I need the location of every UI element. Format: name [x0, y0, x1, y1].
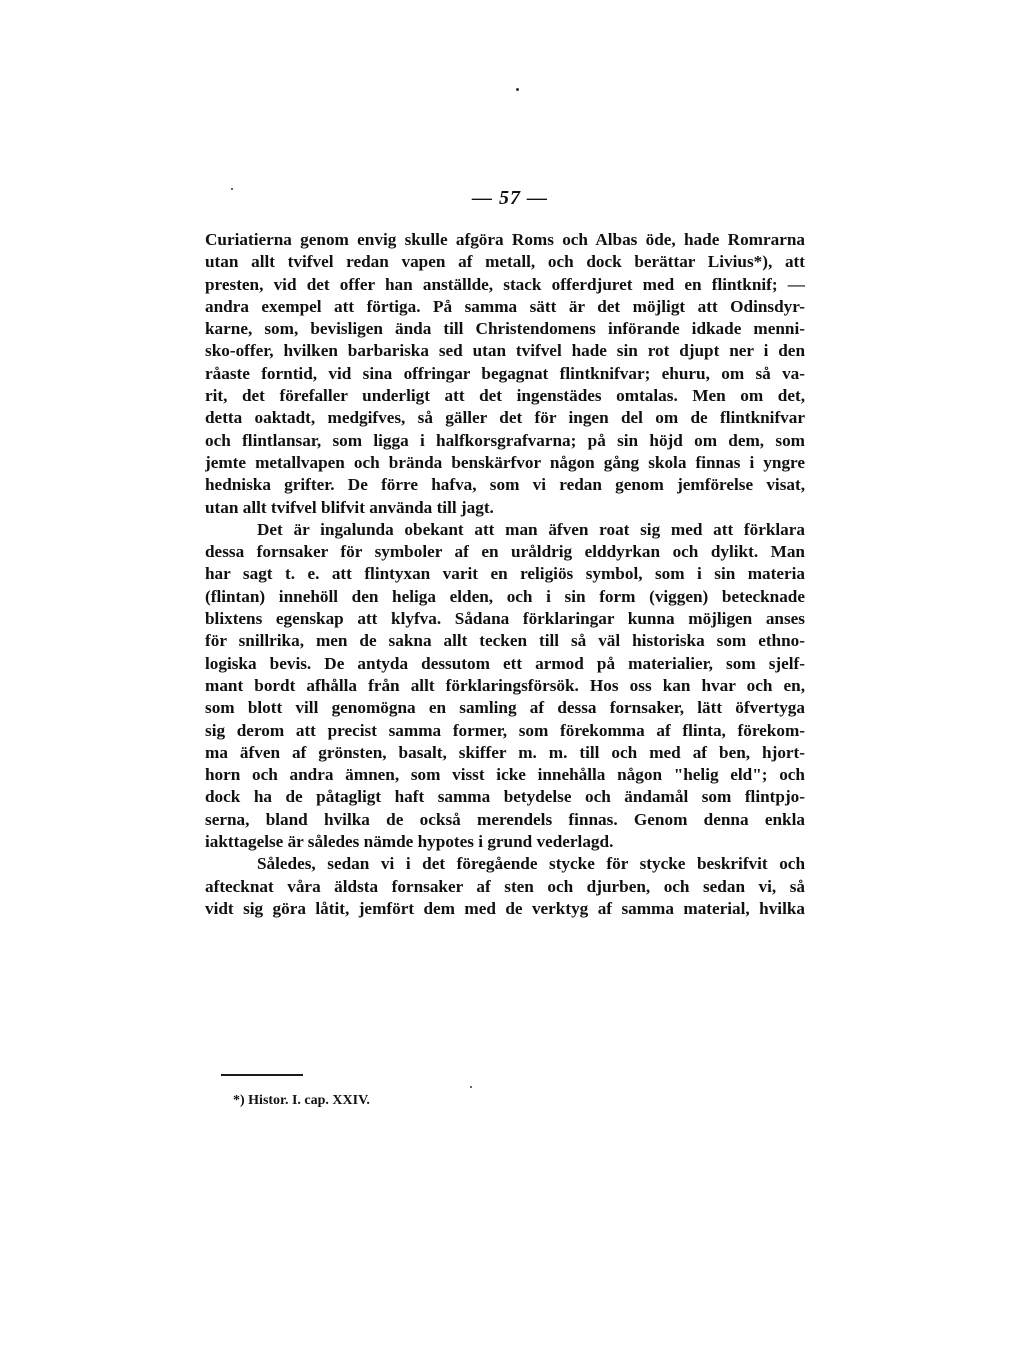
text-line: horn och andra ämnen, som visst icke innehålla någon "helig eld"; och [205, 765, 805, 785]
text-line: vidt sig göra låtit, jemfört dem med de verktyg af samma material, hvilka [205, 898, 805, 918]
footnote: *) Histor. I. cap. XXIV. [233, 1093, 370, 1108]
text-line: presten, vid det offer han anställde, stack offerdjuret med en flintknif; — [205, 274, 805, 294]
text-line: sig derom att precist samma former, som förekomma af flinta, förekom- [205, 720, 805, 740]
text-line: andra exempel att förtiga. På samma sätt är det möjligt att Odinsdyr- [205, 296, 805, 316]
text-line: karne, som, bevisligen ända till Christendomens införande idkade menni- [205, 319, 805, 339]
text-line: aftecknat våra äldsta fornsaker af sten och djurben, och sedan vi, så [205, 876, 805, 896]
text-line: som blott vill genomögna en samling af dessa fornsaker, lätt öfvertyga [205, 698, 805, 718]
text-line: jemte metallvapen och brända benskärfvor någon gång skola finnas i yngre [205, 452, 805, 472]
text-line: (flintan) innehöll den heliga elden, och i sin form (viggen) betecknade [205, 586, 805, 606]
text-line: Således, sedan vi i det föregående stycke för stycke beskrifvit och [257, 854, 805, 874]
text-line: och flintlansar, som ligga i halfkorsgrafvarna; på sin höjd om dem, som [205, 430, 805, 450]
text-line: har sagt t. e. att flintyxan varit en religiös symbol, som i sin materia [205, 564, 805, 584]
text-line: råaste forntid, vid sina offringar begagnat flintknifvar; ehuru, om så va- [205, 363, 805, 383]
text-line: för snillrika, men de sakna allt tecken till så väl historiska som ethno- [205, 631, 805, 651]
text-line: serna, bland hvilka de också merendels finnas. Genom denna enkla [205, 809, 805, 829]
paragraph-1 [205, 229, 805, 519]
text-line: detta oaktadt, medgifves, så gäller det för ingen del om de flintknifvar [205, 408, 805, 428]
scan-speck [470, 1086, 472, 1088]
body-text [205, 229, 805, 920]
scan-speck [516, 88, 519, 91]
text-line: utan allt tvifvel redan vapen af metall, och dock berättar Livius*), att [205, 252, 805, 272]
text-line: mant bordt afhålla från allt förklaringsförsök. Hos oss kan hvar och en, [205, 675, 805, 695]
text-line: Det är ingalunda obekant att man äfven roat sig med att förklara [257, 519, 805, 539]
text-line: utan allt tvifvel blifvit använda till jagt. [205, 497, 494, 517]
text-line: dessa fornsaker för symboler af en uråldrig elddyrkan och dylikt. Man [205, 542, 805, 562]
text-line: logiska bevis. De antyda dessutom ett armod på materialier, som sjelf- [205, 653, 805, 673]
text-line: rit, det förefaller underligt att det ingenstädes omtalas. Men om det, [205, 386, 805, 406]
text-line: ma äfven af grönsten, basalt, skiffer m. m. till och med af ben, hjort- [205, 742, 805, 762]
paragraph-2 [205, 519, 805, 853]
text-line: blixtens egenskap att klyfva. Sådana förklaringar kunna möjligen anses [205, 609, 805, 629]
text-line: hedniska grifter. De förre hafva, som vi redan genom jemförelse visat, [205, 475, 805, 495]
page-number: — 57 — [472, 187, 548, 209]
scan-speck [231, 188, 233, 190]
text-line: sko-offer, hvilken barbariska sed utan tvifvel hade sin rot djupt ner i den [205, 341, 805, 361]
text-line: iakttagelse är således nämde hypotes i grund vederlagd. [205, 832, 614, 852]
text-line: dock ha de påtagligt haft samma betydelse och ändamål som flintpjo- [205, 787, 805, 807]
text-line: Curiatierna genom envig skulle afgöra Roms och Albas öde, hade Romrarna [205, 230, 805, 249]
footnote-divider [221, 1074, 303, 1076]
paragraph-3 [205, 853, 805, 920]
